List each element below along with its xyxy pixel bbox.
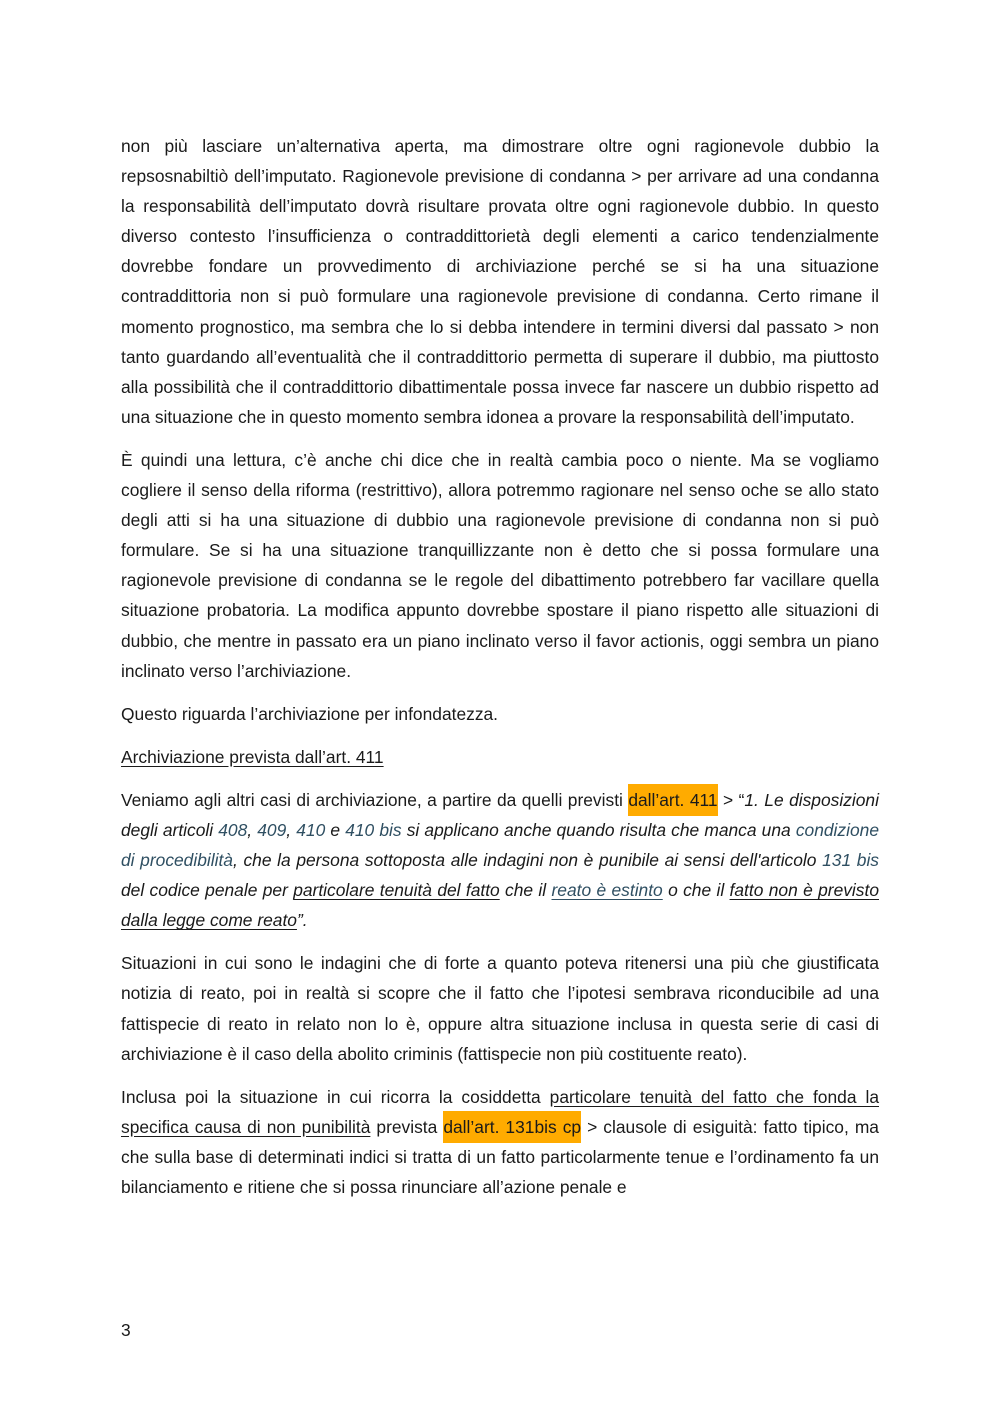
p7-text-1: Inclusa poi la situazione in cui ricorra la cosiddetta: [121, 1086, 550, 1107]
quote-text-5: che il: [499, 880, 552, 901]
link-reato-estinto[interactable]: reato è estinto: [551, 880, 663, 901]
p5-text-2: > “: [717, 789, 745, 810]
paragraph-3: Questo riguarda l’archiviazione per infondatezza.: [121, 703, 499, 724]
link-art-410-bis[interactable]: 410 bis: [345, 819, 402, 840]
paragraph-1: non più lasciare un’alternativa aperta, ma dimostrare oltre ogni ragionevole dubbio la repsosnabiltiò dell’imputato. Ragionevole previsione di condanna > per arrivare ad una condanna la responsabilità dell’imputato dovrà risultare provata oltre ogni ragionevole dubbio. In questo diverso contesto l’insufficienza o contraddittorietà degli elementi a carico tendenzialmente dovrebbe fondare un provvedimento di archiviazione perché se si ha una situazione contraddittoria non si può formulare una ragionevole previsione di condanna. Certo rimane il momento prognostico, ma sembra che lo si debba intendere in termini diversi dal passato > non tanto guardando all’eventualità che il contraddittorio permetta di superare il dubbio, ma piuttosto alla possibilità che il contraddittorio dibattimentale possa invece far nascere un dubbio rispetto ad una situazione che in questo momento sembra idonea a provare la responsabilità dell’imputato.: [121, 136, 879, 427]
p7-text-3: > clausole di esiguità: fatto tipico, ma che sulla base di determinati indici si tratta di un fatto particolarmente tenue e l’ordinamento fa un bilanciamento e ritiene che si possa rinunciare all’azione penale e: [121, 1116, 879, 1197]
p5-text-1: Veniamo agli altri casi di archiviazione, a partire da quelli previsti: [121, 789, 629, 810]
link-art-409[interactable]: 409: [257, 819, 287, 840]
quote-text-2: si applicano anche quando risulta che manca una: [401, 819, 796, 840]
p7-text-2: prevista: [370, 1116, 444, 1137]
underlined-fatto-non-previsto: fatto non è previsto dalla legge come reato: [121, 880, 879, 931]
document-body: [121, 131, 879, 1215]
paragraph-2: È quindi una lettura, c’è anche chi dice che in realtà cambia poco o niente. Ma se vogliamo cogliere il senso della riforma (restrittivo), allora potremmo ragionare nel senso oche se allo stato degli atti si ha una situazione di dubbio una ragionevole previsione di condanna non si può formulare. Se si ha una situazione tranquillizzante non è detto che si possa formulare una ragionevole previsione di condanna se le regole del dibattimento potrebbero far vacillare quella situazione probatoria. La modifica appunto dovrebbe spostare il piano rispetto alle situazioni di dubbio, che mentre in passato era un piano inclinato verso il favor actionis, oggi sembra un piano inclinato verso l’archiviazione.: [121, 449, 879, 681]
link-art-408[interactable]: 408: [218, 819, 248, 840]
quote-end: ”.: [296, 910, 308, 931]
page-number: 3: [121, 1320, 131, 1340]
paragraph-7: [121, 1082, 879, 1202]
quote-comma-2: ,: [286, 819, 297, 840]
section-heading: [121, 742, 879, 772]
paragraph-5: [121, 785, 879, 935]
highlight-art-411: dall’art. 411: [628, 784, 717, 816]
link-condizione-procedibilita[interactable]: condizione di procedibilità: [121, 819, 879, 871]
highlight-art-131bis: dall’art. 131bis cp: [443, 1111, 581, 1143]
link-art-410[interactable]: 410: [296, 819, 326, 840]
underlined-tenuita-fatto: particolare tenuità del fatto: [293, 880, 500, 901]
paragraph-6: Situazioni in cui sono le indagini che di forte a quanto poteva ritenersi una più che giustificata notizia di reato, poi in realtà si scopre che il fatto che l’ipotesi sembrava riconducibile ad una fattispecie di reato in relato non lo è, oppure altra situazione inclusa in questa serie di casi di archiviazione è il caso della abolito criminis (fattispecie non più costituente reato).: [121, 953, 879, 1064]
link-art-131-bis[interactable]: 131 bis: [822, 850, 879, 871]
quote-text-6: o che il: [662, 880, 730, 901]
quote-text-1: 1. Le disposizioni degli articoli: [121, 789, 879, 840]
quote-conj: e: [325, 819, 346, 840]
underlined-tenuita-non-punibilita: particolare tenuità del fatto che fonda la specifica causa di non punibilità: [121, 1086, 879, 1137]
quote-comma-1: ,: [247, 819, 258, 840]
section-heading-text: Archiviazione prevista dall’art. 411: [121, 746, 384, 767]
quote-text-4: del codice penale per: [121, 880, 294, 901]
quote-text-3: , che la persona sottoposta alle indagini non è punibile ai sensi dell'articolo: [232, 850, 823, 871]
